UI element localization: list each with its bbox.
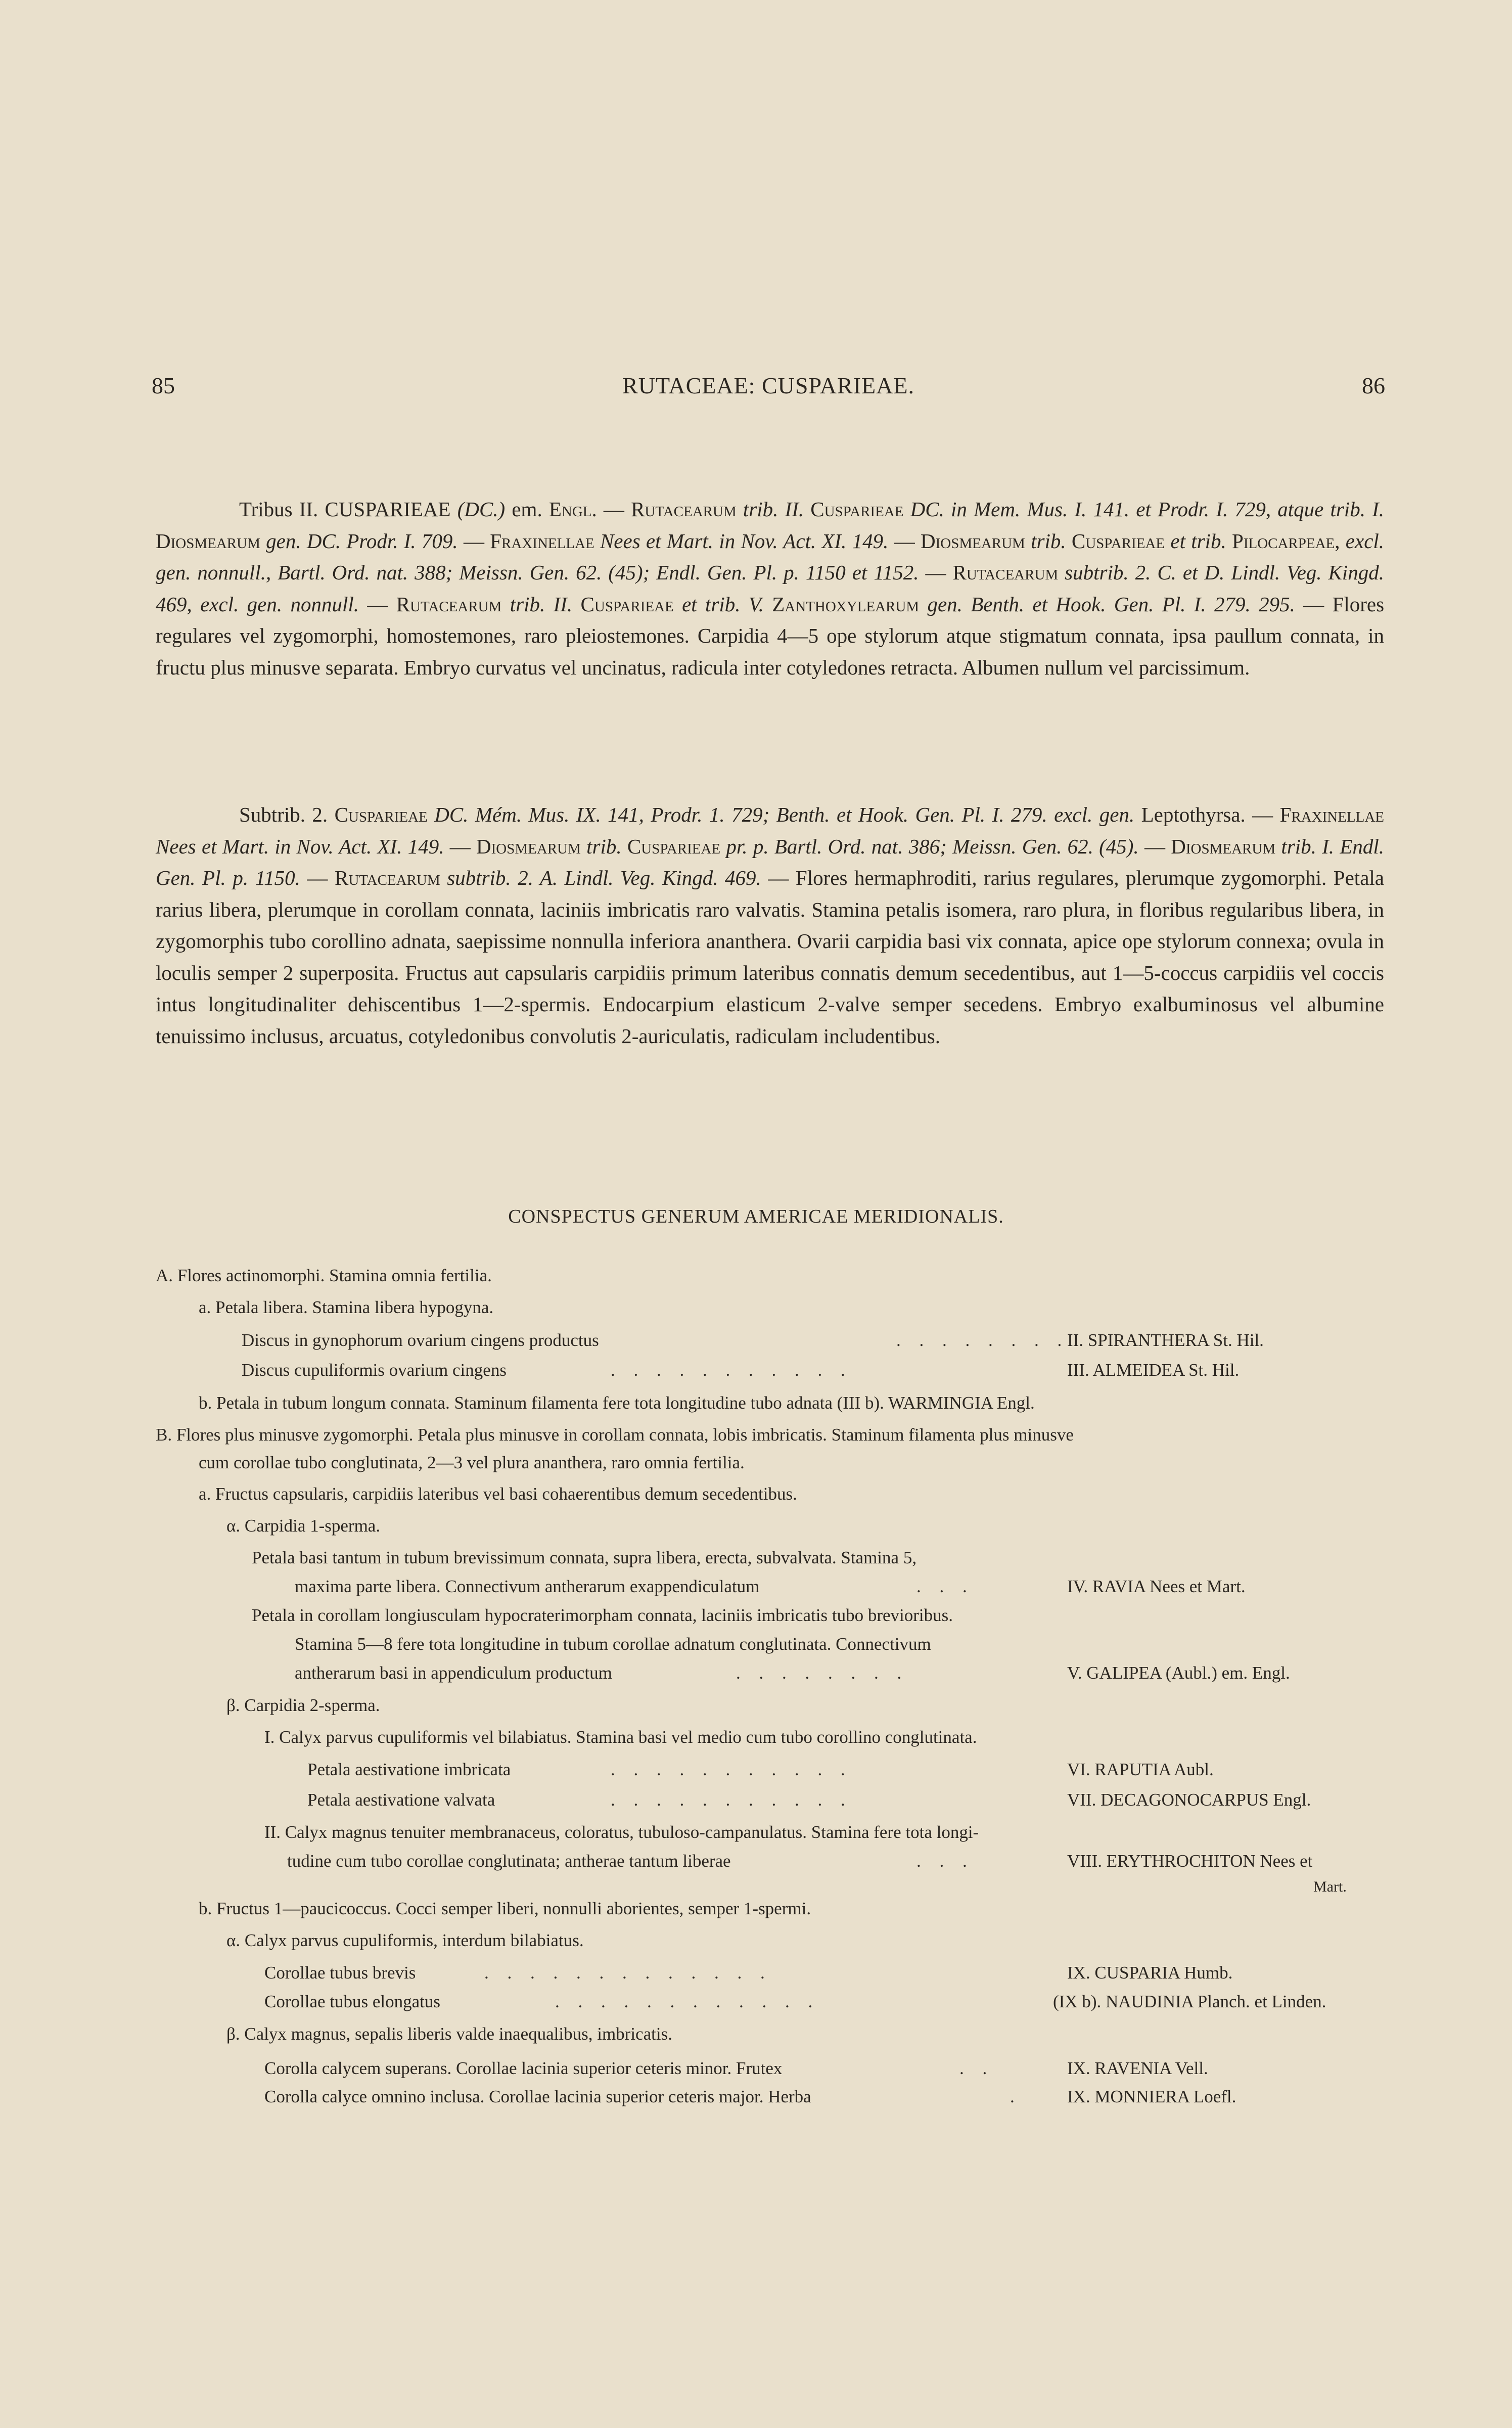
key-line: Petala basi tantum in tubum brevissimum connata, supra libera, erecta, subvalvata. Stamina 5, bbox=[252, 1548, 917, 1567]
page-number-left: 85 bbox=[152, 373, 175, 398]
key-line: II. Calyx magnus tenuiter membranaceus, coloratus, tubuloso-campanulatus. Stamina fere tota longi- bbox=[264, 1822, 979, 1842]
key-line: Discus in gynophorum ovarium cingens productus . . . . . . . . II. SPIRANTHERA St. Hil. bbox=[242, 1330, 1264, 1350]
key-line: Mart. bbox=[1313, 1878, 1347, 1895]
key-line: Petala aestivatione valvata . . . . . . . . . . . VII. DECAGONOCARPUS Engl. bbox=[307, 1790, 1311, 1810]
key-line: Corolla calycem superans. Corollae lacinia superior ceteris minor. Frutex . . IX. RAVENIA Vell. bbox=[264, 2058, 1208, 2078]
key-line: β. Carpidia 2-sperma. bbox=[226, 1695, 380, 1715]
key-line: α. Calyx parvus cupuliformis, interdum bilabiatus. bbox=[226, 1930, 584, 1950]
key-line: maxima parte libera. Connectivum antherarum exappendiculatum . . . IV. RAVIA Nees et Mart. bbox=[295, 1577, 1246, 1596]
key-line: b. Fructus 1—paucicoccus. Cocci semper liberi, nonnulli aborientes, semper 1-spermi. bbox=[199, 1899, 811, 1918]
key-line: a. Fructus capsularis, carpidiis lateribus vel basi cohaerentibus demum secedentibus. bbox=[199, 1484, 797, 1504]
key-line: Corollae tubus brevis . . . . . . . . . . . . . IX. CUSPARIA Humb. bbox=[264, 1963, 1233, 1983]
key-line: cum corollae tubo conglutinata, 2—3 vel plura ananthera, raro omnia fertilia. bbox=[199, 1453, 745, 1472]
key-line: Petala in corollam longiusculam hypocraterimorpham connata, laciniis imbricatis tubo brevioribus. bbox=[252, 1605, 953, 1625]
key-line: tudine cum tubo corollae conglutinata; antherae tantum liberae . . . VIII. ERYTHROCHITON Nees et bbox=[287, 1851, 1313, 1871]
key-line: a. Petala libera. Stamina libera hypogyna. bbox=[199, 1297, 494, 1317]
key-line: Petala aestivatione imbricata . . . . . . . . . . . VI. RAPUTIA Aubl. bbox=[307, 1760, 1214, 1779]
key-line: Corolla calyce omnino inclusa. Corollae lacinia superior ceteris major. Herba . IX. MONNIERA Loefl. bbox=[264, 2087, 1236, 2106]
key-line: Discus cupuliformis ovarium cingens . . . . . . . . . . . III. ALMEIDEA St. Hil. bbox=[242, 1360, 1240, 1380]
conspectus-title: CONSPECTUS GENERUM AMERICAE MERIDIONALIS. bbox=[508, 1206, 1004, 1227]
key-line: A. Flores actinomorphi. Stamina omnia fertilia. bbox=[156, 1266, 492, 1285]
tribus-paragraph: Tribus II. CUSPARIEAE (DC.) em. Engl. — Rutacearum trib. II. Cusparieae DC. in Mem. Mus. I. 141. et Prodr. I. 729, atque trib. I. Diosmearum gen. DC. Prodr. I. 709. — Fraxinellae Nees et Mart. in Nov. Act. XI. 149. — Diosmearum trib. Cusparieae et trib. Pilocarpeae, excl. gen. nonnull., Bartl. Ord. nat. 388; Meissn. Gen. 62. (45); Endl. Gen. Pl. p. 1150 et 1152. — Rutacearum subtrib. 2. C. et D. Lindl. Veg. Kingd. 469, excl. gen. nonnull. — Rutacearum trib. II. Cusparieae et trib. V. Zanthoxylearum gen. Benth. et Hook. Gen. Pl. I. 279. 295. — Flores regulares vel zygomorphi, homostemones, raro pleiostemones. Carpidia 4—5 ope stylorum atque stigmatum connata, ipsa paullum connata, in fructu plus minusve separata. Embryo curvatus vel uncinatus, radicula inter cotyledones retracta. Albumen nullum vel parcissimum. bbox=[156, 498, 1385, 679]
key-line: b. Petala in tubum longum connata. Staminum filamenta fere tota longitudine tubo adnata (III b). WARMINGIA Engl. bbox=[199, 1393, 1035, 1413]
page-header bbox=[152, 372, 1385, 408]
key-line: B. Flores plus minusve zygomorphi. Petala plus minusve in corollam connata, lobis imbricatis. Staminum filamenta plus minusve bbox=[156, 1425, 1074, 1445]
key-line: Stamina 5—8 fere tota longitudine in tubum corollae adnatum conglutinata. Connectivum bbox=[295, 1634, 931, 1654]
key-line: I. Calyx parvus cupuliformis vel bilabiatus. Stamina basi vel medio cum tubo corollino conglutinata. bbox=[264, 1727, 977, 1747]
subtrib-paragraph: Subtrib. 2. Cusparieae DC. Mém. Mus. IX. 141, Prodr. 1. 729; Benth. et Hook. Gen. Pl. I. 279. excl. gen. Leptothyrsa. — Fraxinellae Nees et Mart. in Nov. Act. XI. 149. — Diosmearum trib. Cusparieae pr. p. Bartl. Ord. nat. 386; Meissn. Gen. 62. (45). — Diosmearum trib. I. Endl. Gen. Pl. p. 1150. — Rutacearum subtrib. 2. A. Lindl. Veg. Kingd. 469. — Flores hermaphroditi, rarius regulares, plerumque zygomorphi. Petala rarius libera, plerumque in corollam connata, laciniis imbricatis raro valvatis. Stamina petalis isomera, raro plura, in floribus regularibus libera, in zygomorphis tubo corollino adnata, saepissime nonnulla inferiora ananthera. Ovarii carpidia basi vix connata, apice ope stylorum connexa; ovula in loculis semper 2 superposita. Fructus aut capsularis carpidiis primum lateribus connatis demum secedentibus, aut 1—5-coccus carpidiis vel coccis intus longitudinaliter dehiscentibus 1—2-spermis. Endocarpium elasticum 2-valve semper secedens. Embryo exalbuminosus vel albumine tenuissimo inclusus, arcuatus, cotyledonibus convolutis 2-auriculatis, radiculam includentibus. bbox=[156, 803, 1385, 1048]
key-line: antherarum basi in appendiculum productum . . . . . . . . V. GALIPEA (Aubl.) em. Engl. bbox=[295, 1663, 1290, 1683]
running-title: RUTACEAE: CUSPARIEAE. bbox=[622, 373, 914, 398]
key-line: β. Calyx magnus, sepalis liberis valde inaequalibus, imbricatis. bbox=[226, 2024, 672, 2044]
key-line: α. Carpidia 1-sperma. bbox=[226, 1516, 381, 1536]
page-number-right: 86 bbox=[1362, 373, 1385, 398]
key-line: Corollae tubus elongatus . . . . . . . . . . . . (IX b). NAUDINIA Planch. et Linden. bbox=[264, 1992, 1326, 2011]
